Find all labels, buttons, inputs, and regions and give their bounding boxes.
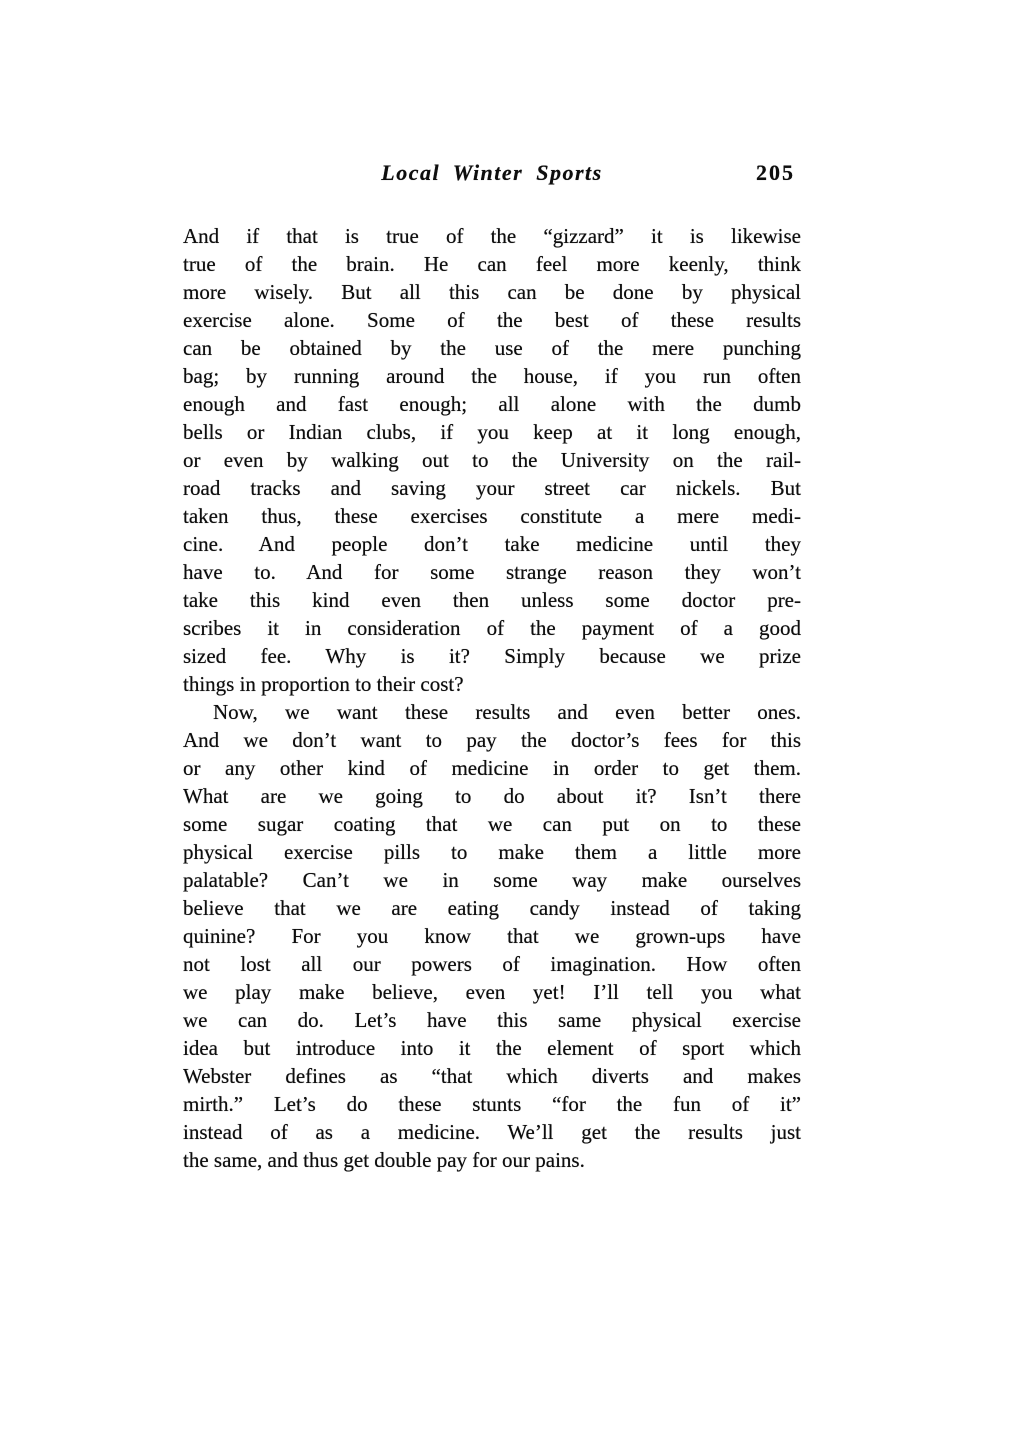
text-line: Webster defines as “that which diverts and makes bbox=[183, 1064, 801, 1088]
text-line: mirth.” Let’s do these stunts “for the fun of it” bbox=[183, 1092, 801, 1116]
text-line: taken thus, these exercises constitute a mere medi- bbox=[183, 504, 801, 528]
text-line: can be obtained by the use of the mere punching bbox=[183, 336, 801, 360]
text-line: we play make believe, even yet! I’ll tell you what bbox=[183, 980, 801, 1004]
header-title: Local Winter Sports bbox=[381, 160, 603, 185]
text-line: physical exercise pills to make them a little more bbox=[183, 840, 801, 864]
text-block bbox=[183, 160, 801, 1174]
text-line: believe that we are eating candy instead of taking bbox=[183, 896, 801, 920]
text-line: road tracks and saving your street car nickels. But bbox=[183, 476, 801, 500]
text-line: exercise alone. Some of the best of these results bbox=[183, 308, 801, 332]
page-number: 205 bbox=[756, 160, 795, 185]
text-line: scribes it in consideration of the payment of a good bbox=[183, 616, 801, 640]
paragraph bbox=[183, 698, 801, 1174]
text-line: sized fee. Why is it? Simply because we prize bbox=[183, 644, 801, 668]
text-line: bells or Indian clubs, if you keep at it long enough, bbox=[183, 420, 801, 444]
paragraph bbox=[183, 222, 801, 698]
page-body bbox=[183, 222, 801, 1174]
text-line: cine. And people don’t take medicine until they bbox=[183, 532, 801, 556]
text-line: And we don’t want to pay the doctor’s fees for this bbox=[183, 728, 801, 752]
running-header bbox=[183, 160, 801, 190]
text-line: instead of as a medicine. We’ll get the results just bbox=[183, 1120, 801, 1144]
text-line: And if that is true of the “gizzard” it is likewise bbox=[183, 224, 801, 248]
text-line: take this kind even then unless some doctor pre- bbox=[183, 588, 801, 612]
text-line: quinine? For you know that we grown-ups have bbox=[183, 924, 801, 948]
text-line: more wisely. But all this can be done by physical bbox=[183, 280, 801, 304]
text-line: have to. And for some strange reason they won’t bbox=[183, 560, 801, 584]
text-line: idea but introduce into it the element of sport which bbox=[183, 1036, 801, 1060]
text-line: some sugar coating that we can put on to these bbox=[183, 812, 801, 836]
text-line: not lost all our powers of imagination. How often bbox=[183, 952, 801, 976]
text-line: bag; by running around the house, if you run often bbox=[183, 364, 801, 388]
text-line: or even by walking out to the University on the rail- bbox=[183, 448, 801, 472]
text-line: things in proportion to their cost? bbox=[183, 672, 464, 696]
text-line: palatable? Can’t we in some way make ourselves bbox=[183, 868, 801, 892]
text-line: or any other kind of medicine in order to get them. bbox=[183, 756, 801, 780]
text-line: we can do. Let’s have this same physical exercise bbox=[183, 1008, 801, 1032]
text-line: What are we going to do about it? Isn’t there bbox=[183, 784, 801, 808]
text-line: the same, and thus get double pay for our pains. bbox=[183, 1148, 585, 1172]
text-line: enough and fast enough; all alone with the dumb bbox=[183, 392, 801, 416]
text-line: Now, we want these results and even better ones. bbox=[213, 700, 801, 724]
text-line: true of the brain. He can feel more keenly, think bbox=[183, 252, 801, 276]
